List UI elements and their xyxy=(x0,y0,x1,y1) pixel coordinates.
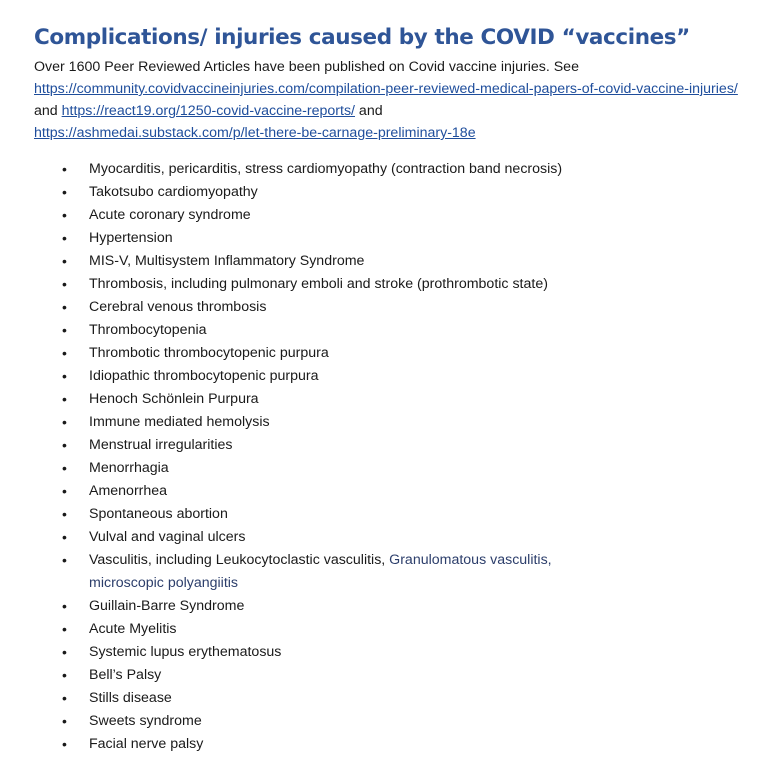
list-item xyxy=(34,618,754,641)
bullet-icon: • xyxy=(62,414,67,430)
bullet-icon: • xyxy=(62,391,67,407)
bullet-icon: • xyxy=(62,322,67,338)
list-item xyxy=(34,296,754,319)
list-item xyxy=(34,457,754,480)
covidvaccineinjuries-link[interactable]: https://community.covidvaccineinjuries.com/compilation-peer-reviewed-medical-papers-of-covid-vaccine-injuries/ xyxy=(34,81,738,97)
bullet-icon: • xyxy=(62,667,67,683)
list-item xyxy=(34,158,754,181)
list-item xyxy=(34,273,754,296)
bullet-icon: • xyxy=(62,345,67,361)
list-item-text: Immune mediated hemolysis xyxy=(89,414,270,430)
vasculitis-text-part2: Granulomatous vasculitis, xyxy=(389,552,552,568)
list-item-text: Thrombocytopenia xyxy=(89,322,207,338)
list-item xyxy=(34,204,754,227)
list-item xyxy=(34,526,754,549)
list-item-text: Menstrual irregularities xyxy=(89,437,233,453)
list-item xyxy=(34,181,754,204)
bullet-icon: • xyxy=(62,299,67,315)
list-item-text: Sweets syndrome xyxy=(89,713,202,729)
list-item xyxy=(34,365,754,388)
list-item-vasculitis xyxy=(34,549,754,595)
list-item-text: Thrombosis, including pulmonary emboli and stroke (prothrombotic state) xyxy=(89,276,548,292)
bullet-icon: • xyxy=(62,506,67,522)
list-item-text: Cerebral venous thrombosis xyxy=(89,299,267,315)
list-item xyxy=(34,480,754,503)
list-item-text: Thrombotic thrombocytopenic purpura xyxy=(89,345,329,361)
bullet-icon: • xyxy=(62,161,67,177)
list-item-text: Henoch Schönlein Purpura xyxy=(89,391,259,407)
bullet-icon: • xyxy=(62,460,67,476)
intro-text: Over 1600 Peer Reviewed Articles have been published on Covid vaccine injuries. See xyxy=(34,59,579,75)
list-item-text: Myocarditis, pericarditis, stress cardiomyopathy (contraction band necrosis) xyxy=(89,161,563,177)
list-item-text: Acute coronary syndrome xyxy=(89,207,251,223)
list-item-text: Menorrhagia xyxy=(89,460,169,476)
bullet-icon: • xyxy=(62,736,67,752)
list-item-text: Bell’s Palsy xyxy=(89,667,162,683)
ashmedai-substack-link[interactable]: https://ashmedai.substack.com/p/let-there-be-carnage-preliminary-18e xyxy=(34,125,476,141)
react19-link[interactable]: https://react19.org/1250-covid-vaccine-reports/ xyxy=(61,103,355,119)
bullet-icon: • xyxy=(62,713,67,729)
list-item xyxy=(34,687,754,710)
vasculitis-text-part1: Vasculitis, including Leukocytoclastic vasculitis, xyxy=(89,552,390,568)
list-item-text: Spontaneous abortion xyxy=(89,506,228,522)
list-item xyxy=(34,411,754,434)
list-item-text: Guillain-Barre Syndrome xyxy=(89,598,245,614)
list-item xyxy=(34,342,754,365)
list-item xyxy=(34,319,754,342)
list-item-text: Acute Myelitis xyxy=(89,621,177,637)
list-item-text: Hypertension xyxy=(89,230,173,246)
bullet-icon: • xyxy=(62,184,67,200)
list-item xyxy=(34,250,754,273)
list-item-text: MIS-V, Multisystem Inflammatory Syndrome xyxy=(89,253,365,269)
list-item-text: Facial nerve palsy xyxy=(89,736,204,752)
list-item-text: Systemic lupus erythematosus xyxy=(89,644,282,660)
bullet-icon: • xyxy=(62,483,67,499)
intro-paragraph xyxy=(34,56,754,144)
bullet-icon: • xyxy=(62,207,67,223)
bullet-icon: • xyxy=(62,598,67,614)
list-item xyxy=(34,710,754,733)
bullet-icon: • xyxy=(62,253,67,269)
document-title: Complications/ injuries caused by the COVID “vaccines” xyxy=(34,25,690,50)
document-page xyxy=(34,24,754,756)
list-item xyxy=(34,227,754,250)
bullet-icon: • xyxy=(62,437,67,453)
list-item-text: Takotsubo cardiomyopathy xyxy=(89,184,258,200)
list-item-text: Idiopathic thrombocytopenic purpura xyxy=(89,368,319,384)
list-item xyxy=(34,664,754,687)
intro-and-1: and xyxy=(34,103,62,119)
list-item xyxy=(34,595,754,618)
bullet-icon: • xyxy=(62,552,67,568)
list-item-text: Amenorrhea xyxy=(89,483,168,499)
list-item xyxy=(34,503,754,526)
list-item xyxy=(34,434,754,457)
intro-and-2: and xyxy=(354,103,383,119)
list-item xyxy=(34,733,754,756)
list-item-text: Vulval and vaginal ulcers xyxy=(89,529,246,545)
list-item xyxy=(34,641,754,664)
bullet-icon: • xyxy=(62,529,67,545)
list-item-text: Stills disease xyxy=(89,690,172,706)
vasculitis-text-line2: microscopic polyangiitis xyxy=(89,575,239,591)
bullet-icon: • xyxy=(62,621,67,637)
bullet-icon: • xyxy=(62,276,67,292)
bullet-icon: • xyxy=(62,690,67,706)
injury-list xyxy=(34,158,754,756)
list-item xyxy=(34,388,754,411)
bullet-icon: • xyxy=(62,644,67,660)
bullet-icon: • xyxy=(62,230,67,246)
bullet-icon: • xyxy=(62,368,67,384)
